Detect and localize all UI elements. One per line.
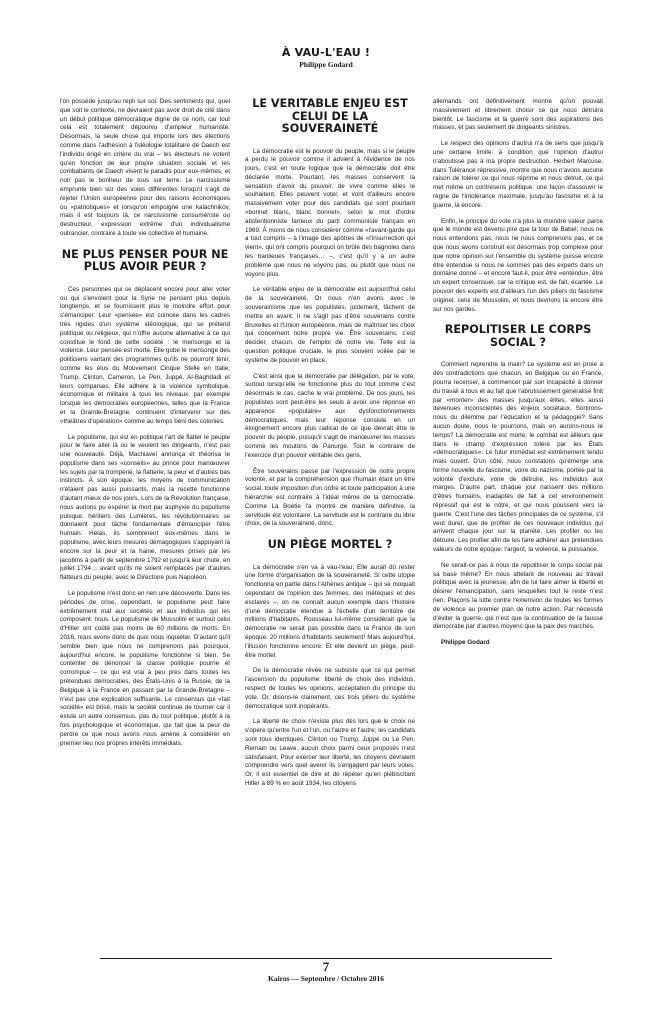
paragraph: De la démocratie rêvée ne subsiste que ce qui permet l'ascension du populisme: liberté de choix des individus, respect de toutes les opinions, acceptation du principe du vote. Or, disons-le clairement, ces trois piliers du système démocratique sont inopérants. xyxy=(245,667,415,710)
paragraph: Le respect des opinions d'autrui n'a de sens que jusqu'à une certaine limite: à condition que l'opinion d'autrui n'aboutisse pas à ma propre destruction. Herbert Marcuse, dans Tolérance répressive, montre que nous n'avons aucune raison de tolérer ce qui nous réprime et nous détruit, ce qui met même un contresens politique: une façon d'assouvir le règne de l'intolérance maximale, jusqu'au fascisme et à la guerre, là encore. xyxy=(433,140,603,209)
paragraph: allemands ont définitivement montré qu'on pouvait massivement et librement choisir ce qui nous détruira bientôt. Le fascisme et la guerre sont des aspirations des masses, et pas seulement de dirigeants sinistres. xyxy=(433,98,603,132)
section-heading: NE PLUS PENSER POUR NE PLUS AVOIR PEUR ? xyxy=(61,247,229,274)
footer-publication: Kairos — Septembre / Octobre 2016 xyxy=(267,974,385,983)
paragraph: Être souverains passe par l'expression de notre propre volonté, et par la compréhension que l'humain étant un être social, toute imposition d'un ordre et toute participation à une hiérarchie est contraire à l'idéal même de la démocratie. Comme La Boétie l'a montré de manière définitive, la servitude est volontaire. La servitude est le contraire du libre choix, de la souveraineté, donc. xyxy=(245,467,415,528)
paragraph: Comment reprendre la main? Le système est en proie à des contradictions que chacun, en Belgique ou en France, pourra recenser, à commencer par son incapacité à donner du travail à tous et au fait que l'abrutissement généralisé finit par «monter» des masses jusqu'aux élites, elles aussi devenues inconscientes des enjeux sociétaux. Sortirons-nous du dilemme par l'éducation et la pédagogie? Sans aucun doute, nous le pourrions, mais en aurons-nous le temps? La démocratie est morte; le combat est ailleurs que dans le champ d'expression toléré par les États «démocratiques». Le futur immédiat est extrêmement tendu mais ouvert. D'un côté, nous constatons qu'émerge une forme nouvelle du fascisme, voire du nazisme, portée par la volonté d'exclure, voire de détruire, les individus aux marges. D'autre part, chaque jour naissent des millions d'êtres humains, inadaptés de fait à cet environnement répressif qui est le nôtre, et qui nous poussent vers la guerre. C'est l'une des tâches principales de ce système, s'il veut durer, que de profiter de ces nouveaux individus qui arrivent chaque jour sur la planète. Les profiler ou les détruire. Les profiler afin de les faire adhérer aux prétendues valeurs de notre époque: l'argent, la violence, la puissance. xyxy=(433,361,603,554)
page-number: 7 xyxy=(322,959,330,974)
header-author: Philippe Godard xyxy=(299,60,353,69)
rubric-title: À VAU-L'EAU ! xyxy=(281,46,371,59)
paragraph: La démocratie est le pouvoir du peuple, mais si le peuple a perdu le pouvoir comme il advient à l'évidence de nos jours, c'est en toute logique que la démocratie doit être déclarée morte. Pourtant, les masses conservent la sensation d'avoir du pouvoir, de vivre comme elles le souhaitent. Elles peuvent voter, et vont d'ailleurs encore massivement voter pour des candidats qui sont pourtant «bonnet blanc, blanc bonnet», selon le mot d'ordre abstentionniste fameux du parti communiste français en 1969. À moins de nous considérer comme «l'avant-garde qui a tout compris – à l'image des apôtres de «l'insurrection qui vient», qui ont compris pourquoi on brûle des bagnoles dans les banlieues françaises… –, c'est qu'il y a un autre problème que nous ne voyons pas, ou plutôt que nous ne voyons plus. xyxy=(245,147,415,278)
page-header xyxy=(0,46,652,69)
paragraph: l'on possède jusqu'au repli sur soi. Des sentiments qui, quel que soit le contexte, ne devraient pas avoir droit de cité dans un début politique démocratique digne de ce nom, car tout cela est totalement dépourvu d'ampleur humaniste. Désormais, la seule chose qui importe lors des élections comme dans l'adhésion à l'idéologie totalitaire de Daech est l'individu érigé en critère du vrai – les électeurs ne votent qu'en fonction de leur propre situation sociale et les combattants de Daech visent le paradis pour eux-mêmes, et non pas le bonheur de tous sur terre. Le narcissisme emprunte bien sûr des voies différentes lorsqu'il s'agit de rejeter l'Union européenne pour des raisons économiques ou «patriotiques» et lorsqu'on empoigne une kalachnikov, mais il est toujours là, ce narcissisme consumériste ou destructeur, expression extrême d'un individualisme outrancier, contraire à toute vie collective et humaine. xyxy=(60,98,230,237)
author-signature: Philippe Godard xyxy=(441,639,490,647)
column-2 xyxy=(245,98,415,928)
section-heading: LE VÉRITABLE ENJEU EST CELUI DE LA SOUVERAINETÉ xyxy=(252,98,408,135)
paragraph: Le populisme, qui est en politique l'art de flatter le peuple pour le faire aller là où le veulent les dirigeants, n'est pas une nouveauté. Déjà, Machiavel annonça et théorisa le populisme dans ses «conseils» au prince pour manœuvrer les sujets par la tromperie, la flatterie, la peur et d'autres bas instincts. À son époque, les moyens de communication n'étaient pas aussi puissants, mais la recette fonctionne d'autant mieux de nos jours. Lors de la Révolution française, nous aurions pu espérer la mort par asphyxie du populisme puisque, héritiers des Lumières, les révolutionnaires se donnaient pour tâche fondamentale d'émanciper l'être humain. Hélas, ils sombrèrent eux-mêmes dans le populisme, avec leurs mesures démagogiques s'appuyant là encore sur la peur et la haine, mesures prises par les jacobins à partir de septembre 1792 et jusqu'à leur chute, en juillet 1794… avant qu'ils ne soient remplacés par d'autres flatteurs du peuple, avec le Directoire puis Napoléon. xyxy=(60,433,230,582)
paragraph: Enfin, le principe du vote n'a plus la moindre valeur parce que le monde est devenu pire que la tour de Babel: nous ne nous entendons pas, nous ne nous comprenons pas, et ce que nous avons construit est désormais trop complexe pour que notre opinion sur l'ensemble du système puisse encore être entendue si nous ne sommes pas des experts dans un domaine donné – et encore faut-il, pour être «entendu», être un expert consensuel, car la critique est, de fait, écartée. Le pouvoir des experts est d'ailleurs l'un des piliers du fascisme originel, celui de Mussolini, et nous devrions là encore être sur nos gardes. xyxy=(433,217,603,313)
paragraph: La démocratie s'en va à vau-l'eau. Elle aurait dû rester une forme d'organisation de la souveraineté. Si cette utopie fonctionna en partie dans l'Athènes antique – qui se moquait cependant de l'opinion des femmes, des métèques et des esclaves –, on ne connaît aucun exemple dans l'histoire d'une démocratie étendue à l'échelle d'un territoire de millions d'habitants. Rousseau lui-même considérait que la démocratie ne serait pas possible dans la France de son époque: 20 millions d'habitants seulement! Mais aujourd'hui, l'illusion fonctionne encore. Et elle devient un piège, peut-être mortel. xyxy=(245,563,415,659)
paragraph: Ces personnes qui se déplacent encore pour aller voter ou qui s'envolent pour la Syrie ne pensent plus depuis longtemps, et se fournissent plus le moindre effort pour s'émanciper. Leur «pensée» est coincée dans les cadres très rigides d'un système idéologique, qui se prétend politique ou religieux, qui n'offre aucune alternative à ce qui constitue le fond de cette société : le mensonge et la violence. Leur pensée est morte. Elle gobe le mensonge des politiciens vantant des programmes qu'ils ne pourront tenir, comme les élus du Mouvement Cinque Stelle en Italie, Trump, Clinton, Cameron, Le Pen, Juppé, Al-Baghdadi et leurs comparses. Elle adhère à la violence symbolique, économique et militaire à tous les niveaux, par exemple lorsque les démocraties européennes, telles que la France et la Grande-Bretagne, continuent d'intervenir sur des «théâtres d'opération» comme au temps béni des colonies. xyxy=(60,285,230,425)
section-heading: REPOLITISER LE CORPS SOCIAL ? xyxy=(444,323,592,349)
column-1 xyxy=(60,98,230,928)
column-3 xyxy=(433,98,603,928)
paragraph: Ne serait-ce pas à nous de repolitiser le corps social par sa base même? En nous attelant de nouveau au travail politique avec la jeunesse, afin de lui faire aimer la liberté et désirer l'émancipation, sans lesquelles tout le reste n'est rien. Plaçons la lutte contre l'extension de toutes les formes de violence au premier plan de notre action. Par nécessité d'éviter la guerre, qui n'est que la continuation de la fausse démocratie par d'autres moyens que la paix des marchés. xyxy=(433,561,603,631)
paragraph: Le véritable enjeu de la démocratie est aujourd'hui celui de la souveraineté. Or nous n'en avons avec le souverainisme que les populistes, justement, tâchent de mettre en avant. Il ne s'agit pas d'être souverains contre Bruxelles et l'Union européenne, mais de maîtriser les choix qui concernent notre propre vie. Être souverains, c'est décider, chacun, de l'emploi de notre vie. Telle est la question politique cruciale, le plus souvent voilée par le système de pouvoir en place. xyxy=(245,286,415,364)
paragraph: Le populisme n'est donc en rien une découverte. Dans les périodes de crise, cependant, le populisme peut faire extrêmement mal aux sociétés et aux individus qui les composent: nous. Le populisme de Mussolini et surtout celui d'Hitler ont coûté pas moins de 60 millions de morts. En 2016, nous avons donc de quoi nous inquiéter. D'autant qu'il semble bien que nous ne comprenons pas pourquoi, aujourd'hui encore, le populisme fonctionne si bien. Se contenter de dénoncer la classe politique pourrie et corrompue – ce qui est vrai à peu près dans toutes les prétendues démocraties, des États-Unis à la Russie, de la Belgique à la France en passant par la Grande-Bretagne – n'est pas une explication suffisante. Le consensus qui «fait société» est brisé, mais la société continue de tourner car il existe un autre consensus, pas du tout politique, plutôt à la fois psychologique et économique, qui fait que la peur de perdre ce que nous avons nous amène à considérer en premier lieu nos propres intérêts immédiats. xyxy=(60,590,230,747)
page-footer xyxy=(0,960,652,983)
paragraph: C'est ainsi que la démocratie par délégation, par le vote, surtout lorsqu'elle ne fonctionne plus du tout comme c'est désormais le cas, cache le vrai problème. De nos jours, les populistes sont peut-être les seuls à avoir une réponse en apparence «populaire» aux dysfonctionnements démocratiques, mais leur réponse consiste en un éloignement encore plus radical de ce que devrait être le pouvoir du peuple, puisqu'il s'agit de manœuvrer les masses comme les moutons de Panurge. Tout le contraire de l'exercice d'un pouvoir véritable des gens. xyxy=(245,372,415,459)
paragraph: La liberté de choix n'existe plus dès lors que le choix ne s'opère qu'entre l'un et l'un, ou l'autre et l'autre; les candidats sont tous identiques. Clinton ou Trump, Juppé ou Le Pen, Remain ou Leave, aucun choix parmi ceux proposés n'est satisfaisant. Pour exercer leur liberté, les citoyens devraient comprendre vers quel avenir ils s'engagent par leurs votes. Or, il est essentiel de dire et de répéter qu'en plébiscitant Hitler à 89 % en août 1934, les citoyens xyxy=(245,718,415,787)
section-heading: UN PIÈGE MORTEL ? xyxy=(267,538,393,552)
